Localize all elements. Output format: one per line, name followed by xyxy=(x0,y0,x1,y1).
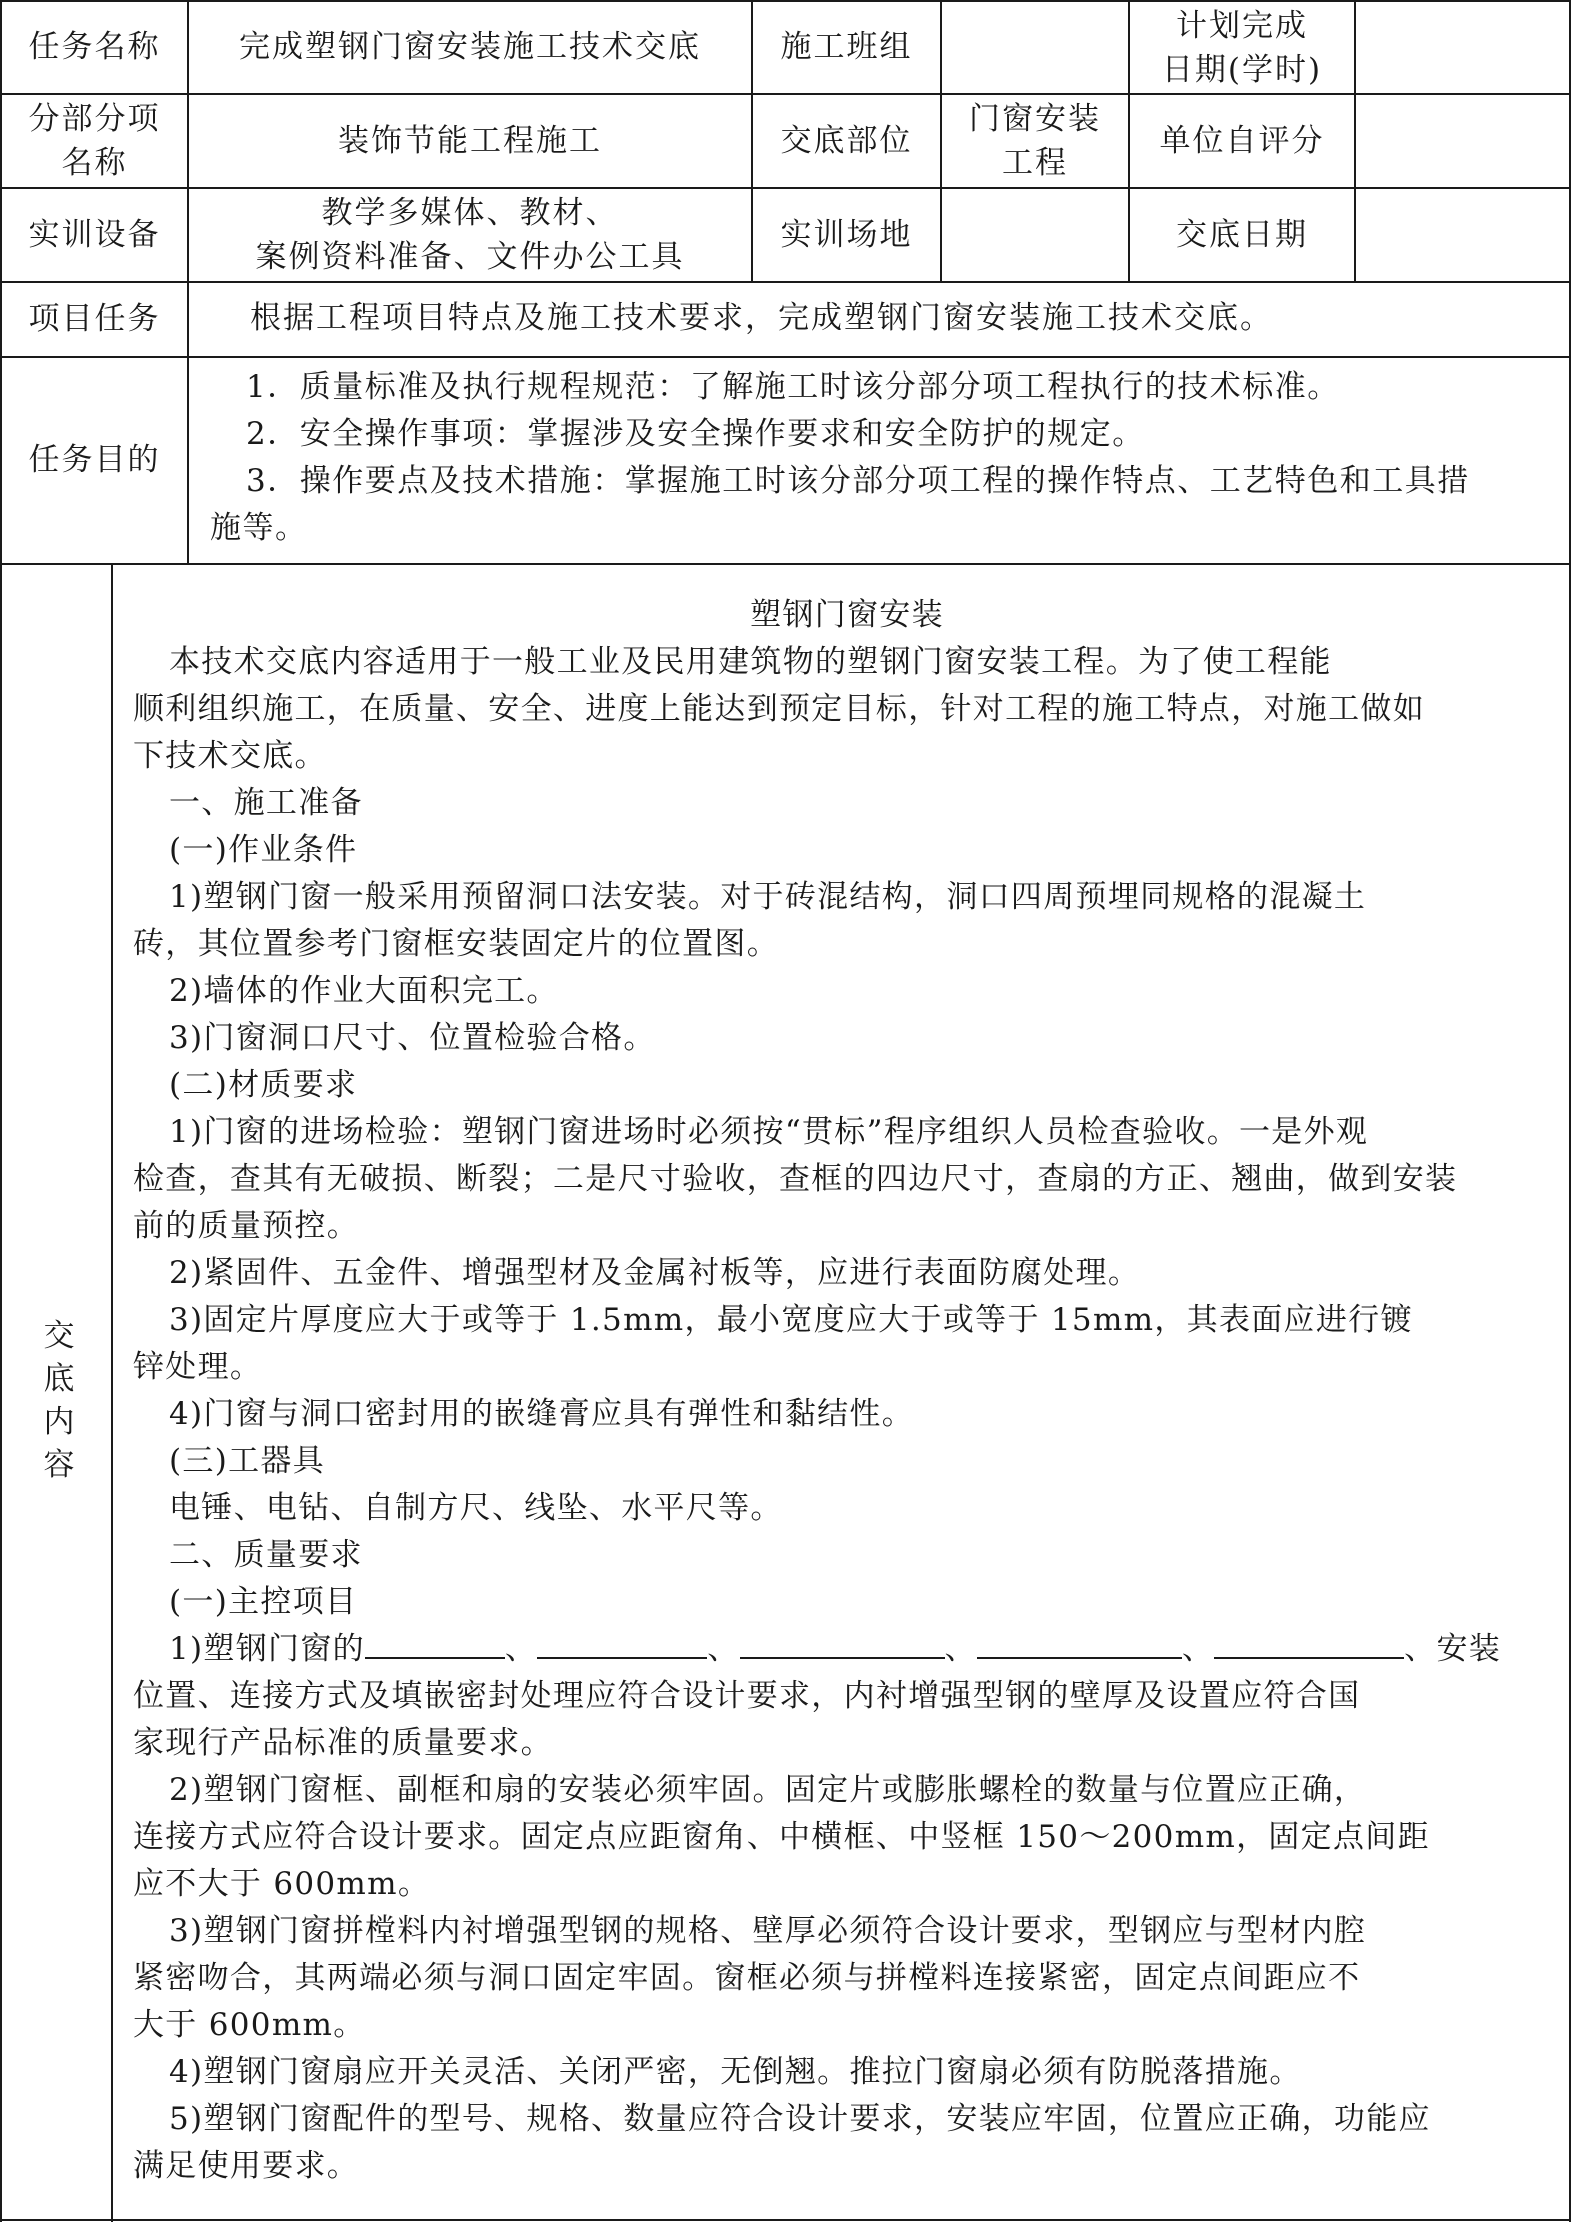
fill-in-line: 1)塑钢门窗的 、 、 、 、 、安装 xyxy=(133,1626,1561,1673)
part-label: 交底部位 xyxy=(780,122,913,159)
handover-date-value xyxy=(1356,189,1569,281)
paragraph-line: 4)门窗与洞口密封用的嵌缝膏应具有弹性和黏结性。 xyxy=(169,1396,915,1432)
project-task-label: 项目任务 xyxy=(28,301,161,337)
equipment-label: 实训设备 xyxy=(28,216,161,253)
sub-item-label: 分部分项 名称 xyxy=(28,101,161,181)
content-title: 塑钢门窗安装 xyxy=(750,597,944,633)
part-value: 门窗安装 工程 xyxy=(969,101,1101,181)
goal-line: 1．质量标准及执行规程规范：了解施工时该分部分项工程执行的技术标准。 xyxy=(246,369,1340,405)
paragraph-line: 下技术交底。 xyxy=(133,738,327,774)
paragraph-line: 检查，查其有无破损、断裂；二是尺寸验收，查框的四边尺寸，查扇的方正、翘曲，做到安装 xyxy=(133,1161,1458,1197)
paragraph-line: 连接方式应符合设计要求。固定点应距窗角、中横框、中竖框 150～200mm，固定点间距 xyxy=(133,1819,1430,1855)
goals-text xyxy=(210,364,1558,552)
section-heading: 一、施工准备 xyxy=(169,785,363,821)
site-value xyxy=(942,189,1128,281)
rule xyxy=(0,356,1571,358)
rule xyxy=(0,2219,1571,2221)
subsection-heading: (二)材质要求 xyxy=(169,1067,358,1103)
paragraph-line: 4)塑钢门窗扇应开关灵活、关闭严密，无倒翘。推拉门窗扇必须有防脱落措施。 xyxy=(169,2054,1302,2090)
self-score-label: 单位自评分 xyxy=(1159,122,1325,159)
paragraph-line: 本技术交底内容适用于一般工业及民用建筑物的塑钢门窗安装工程。为了使工程能 xyxy=(169,644,1332,680)
paragraph-line: 5)塑钢门窗配件的型号、规格、数量应符合设计要求，安装应牢固，位置应正确，功能应 xyxy=(169,2101,1431,2137)
paragraph-line: 前的质量预控。 xyxy=(133,1208,360,1244)
site-label: 实训场地 xyxy=(780,216,913,253)
team-label: 施工班组 xyxy=(780,29,913,65)
content-body xyxy=(133,592,1561,2190)
goals-label: 任务目的 xyxy=(28,442,161,478)
task-name-label: 任务名称 xyxy=(28,29,161,65)
rule xyxy=(0,563,1571,565)
rule xyxy=(0,281,1571,283)
self-score-value xyxy=(1356,95,1569,187)
paragraph-line: 电锤、电钻、自制方尺、线坠、水平尺等。 xyxy=(169,1490,783,1526)
section-heading: 二、质量要求 xyxy=(169,1537,363,1573)
fill-blank[interactable] xyxy=(365,1627,505,1659)
goal-line: 施等。 xyxy=(210,510,308,546)
paragraph-line: 大于 600mm。 xyxy=(133,2007,366,2043)
team-value xyxy=(942,2,1128,93)
plan-date-label: 计划完成 日期(学时) xyxy=(1161,7,1323,88)
paragraph-line: 2)墙体的作业大面积完工。 xyxy=(169,973,559,1009)
equipment-value: 教学多媒体、教材、 案例资料准备、文件办公工具 xyxy=(255,195,685,275)
fill-blank[interactable] xyxy=(537,1627,707,1659)
paragraph-line: 砖，其位置参考门窗框安装固定片的位置图。 xyxy=(133,926,779,962)
goal-line: 2．安全操作事项：掌握涉及安全操作要求和安全防护的规定。 xyxy=(246,416,1145,452)
paragraph-line: 顺利组织施工，在质量、安全、进度上能达到预定目标，针对工程的施工特点，对施工做如 xyxy=(133,691,1425,727)
subsection-heading: (一)作业条件 xyxy=(169,832,358,868)
paragraph-line: 2)塑钢门窗框、副框和扇的安装必须牢固。固定片或膨胀螺栓的数量与位置应正确， xyxy=(169,1772,1367,1808)
subsection-heading: (三)工器具 xyxy=(169,1443,325,1479)
subsection-heading: (一)主控项目 xyxy=(169,1584,358,1620)
handover-date-label: 交底日期 xyxy=(1176,216,1308,253)
paragraph-line: 紧密吻合，其两端必须与洞口固定牢固。窗框必须与拼樘料连接紧密，固定点间距应不 xyxy=(133,1960,1361,1996)
paragraph-line: 位置、连接方式及填嵌密封处理应符合设计要求，内衬增强型钢的壁厚及设置应符合国 xyxy=(133,1678,1361,1714)
paragraph-line: 3)塑钢门窗拼樘料内衬增强型钢的规格、壁厚必须符合设计要求，型钢应与型材内腔 xyxy=(169,1913,1367,1949)
paragraph-line: 锌处理。 xyxy=(133,1349,263,1385)
content-label: 交 底 内 容 xyxy=(43,1318,75,1483)
paragraph-line: 3)门窗洞口尺寸、位置检验合格。 xyxy=(169,1020,656,1056)
plan-date-value xyxy=(1356,2,1569,93)
sub-item-value: 装饰节能工程施工 xyxy=(338,122,602,159)
rule xyxy=(111,563,113,2222)
fill-blank[interactable] xyxy=(740,1627,945,1659)
paragraph-line: 2)紧固件、五金件、增强型材及金属衬板等，应进行表面防腐处理。 xyxy=(169,1255,1141,1291)
paragraph-line: 应不大于 600mm。 xyxy=(133,1866,431,1902)
fill-blank[interactable] xyxy=(977,1627,1182,1659)
paragraph-line: 1)塑钢门窗一般采用预留洞口法安装。对于砖混结构，洞口四周预埋同规格的混凝土 xyxy=(169,879,1367,915)
paragraph-line: 家现行产品标准的质量要求。 xyxy=(133,1725,553,1761)
paragraph-line: 3)固定片厚度应大于或等于 1.5mm，最小宽度应大于或等于 15mm，其表面应进行镀 xyxy=(169,1302,1413,1338)
project-task-text: 根据工程项目特点及施工技术要求，完成塑钢门窗安装施工技术交底。 xyxy=(250,300,1273,336)
paragraph-line: 满足使用要求。 xyxy=(133,2148,360,2184)
task-name-value: 完成塑钢门窗安装施工技术交底 xyxy=(239,29,701,65)
paragraph-line: 1)门窗的进场检验：塑钢门窗进场时必须按“贯标”程序组织人员检查验收。一是外观 xyxy=(169,1114,1369,1150)
goal-line: 3．操作要点及技术措施：掌握施工时该分部分项工程的操作特点、工艺特色和工具措 xyxy=(246,463,1470,499)
fill-blank[interactable] xyxy=(1214,1627,1404,1659)
